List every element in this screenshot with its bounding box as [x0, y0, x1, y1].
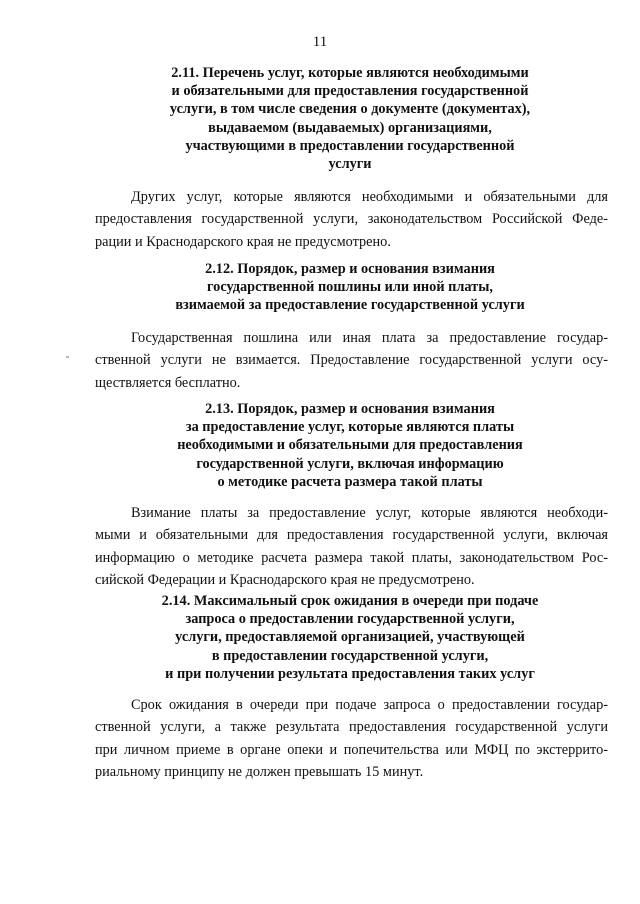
heading-line: услуги [328, 156, 372, 173]
heading-line: о методике расчета размера такой платы [217, 473, 483, 490]
page-number: 11 [312, 34, 328, 50]
scan-speck [66, 356, 69, 358]
heading-line: 2.11. Перечень услуг, которые являются необходимыми [171, 65, 529, 81]
heading-line: услуги, в том числе сведения о документе (документах), [169, 101, 531, 118]
paragraph-line: мыми и обязательными для предоставления государственной услуги, включая [95, 527, 608, 544]
section-2-13-heading [60, 400, 640, 491]
heading-line: государственной пошлины или иной платы, [207, 279, 493, 296]
paragraph-line: ственной услуги не взимается. Предоставление государственной услуги осу- [95, 352, 608, 369]
heading-line: 2.14. Максимальный срок ожидания в очереди при подаче [161, 593, 539, 609]
section-2-14-paragraph [95, 694, 608, 784]
section-2-13-paragraph [95, 502, 608, 592]
heading-line: участвующими в предоставлении государственной [185, 137, 515, 154]
paragraph-line: Государственная пошлина или иная плата за предоставление госудаp- [131, 330, 608, 346]
heading-line: и обязательными для предоставления государственной [171, 83, 529, 100]
paragraph-line: Взимание платы за предоставление услуг, которые являются необходи- [131, 505, 608, 521]
section-2-11-paragraph [95, 186, 608, 253]
heading-line: взимаемой за предоставление государственной услуги [175, 297, 525, 314]
heading-line: за предоставление услуг, которые являются платы [185, 419, 515, 436]
paragraph-line: Других услуг, которые являются необходимыми и обязательными для [131, 189, 608, 205]
paragraph-line: ществляется бесплатно. [95, 374, 241, 391]
heading-line: 2.13. Порядок, размер и основания взимания [205, 401, 495, 417]
paragraph-line: информацию о методике расчета размера такой платы, законодательством Рос- [95, 549, 608, 566]
paragraph-line: при личном приеме в органе опеки и попечительства или МФЦ по экстеррито- [95, 741, 608, 758]
paragraph-line: предоставления государственной услуги, законодательством Российской Феде- [95, 211, 608, 228]
heading-line: выдаваемом (выдаваемых) организациями, [208, 119, 492, 136]
heading-line: в предоставлении государственной услуги, [211, 647, 489, 664]
section-2-12-paragraph [95, 327, 608, 394]
heading-line: необходимыми и обязательными для предоставления [177, 437, 523, 454]
heading-line: государственной услуги, включая информацию [196, 455, 504, 472]
section-2-12-heading [60, 260, 640, 315]
paragraph-line: Срок ожидания в очереди при подаче запроса о предоставлении государ- [131, 697, 608, 713]
section-2-11-heading [60, 64, 640, 173]
heading-line: и при получении результата предоставления таких услуг [165, 665, 535, 682]
paragraph-line: рации и Краснодарского края не предусмотрено. [95, 233, 391, 250]
heading-line: запроса о предоставлении государственной услуги, [185, 611, 515, 628]
heading-line: услуги, предоставляемой организацией, участвующей [175, 629, 525, 646]
paragraph-line: сийской Федерации и Краснодарского края не предусмотрено. [95, 572, 475, 589]
paragraph-line: риальному принципу не должен превышать 15 минут. [95, 764, 424, 781]
heading-line: 2.12. Порядок, размер и основания взимания [205, 261, 495, 277]
paragraph-line: ственной услуги, а также результата предоставления государственной услуги [95, 719, 608, 736]
section-2-14-heading [60, 592, 640, 683]
